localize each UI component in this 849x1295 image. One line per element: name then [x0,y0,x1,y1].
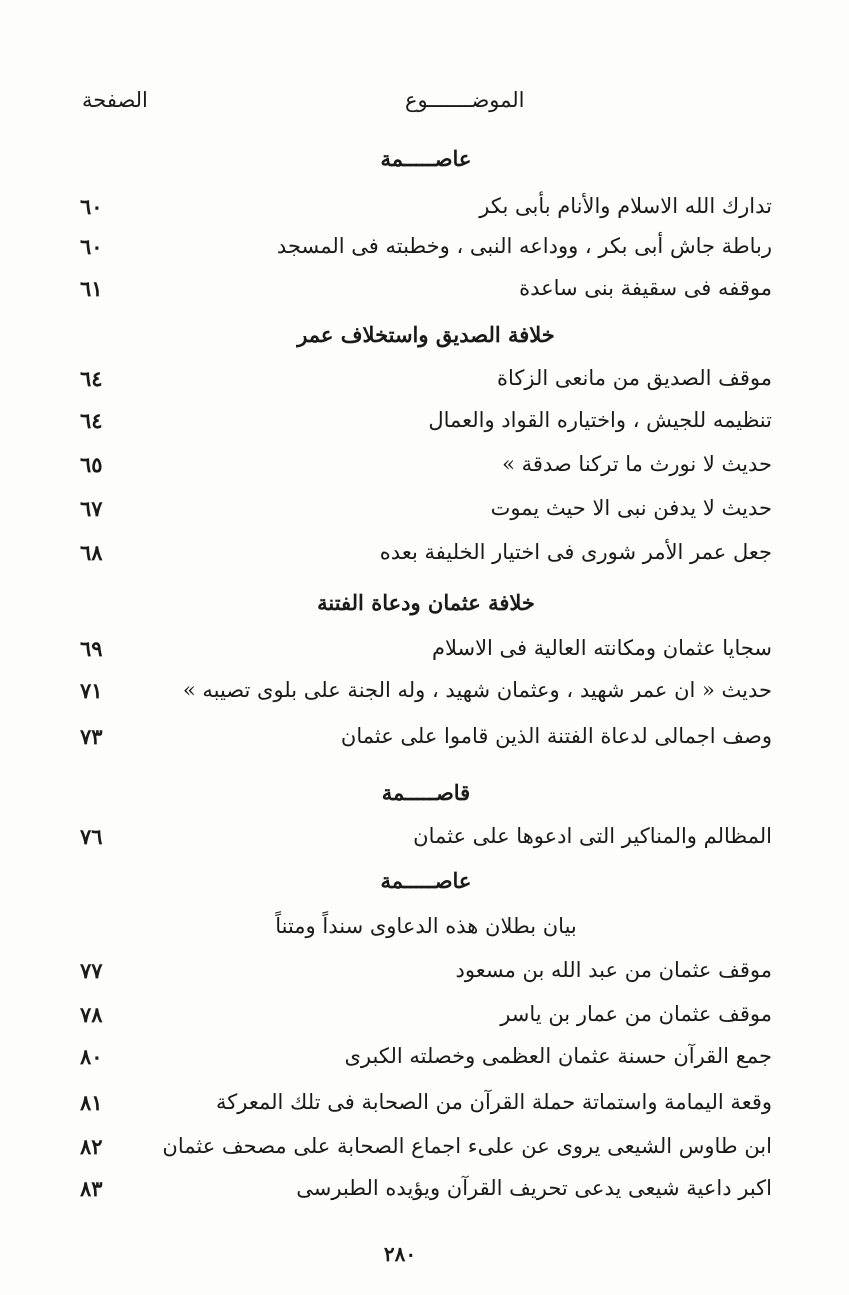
entry-title: موقف عثمان من عمار بن ياسر [500,1002,772,1026]
subject-column-header: الموضـــــــوع [405,88,525,112]
entry-title: ابن طاوس الشيعى يروى عن علىء اجماع الصحابة على مصحف عثمان [162,1134,772,1158]
toc-entry [80,678,772,714]
entry-page-number: ٨٣ [80,1176,103,1201]
entry-title: حديث لا نورث ما تركنا صدقة » [502,452,772,476]
entry-title: وصف اجمالى لدعاة الفتنة الذين قاموا على عثمان [340,724,772,748]
entry-title: حديث « ان عمر شهيد ، وعثمان شهيد ، وله الجنة على بلوى تصيبه » [182,678,772,702]
toc-entry [80,366,772,402]
entry-title: المظالم والمناكير التى ادعوها على عثمان [413,824,772,848]
entry-page-number: ٦٠ [80,194,103,219]
entry-page-number: ٨٢ [80,1134,103,1159]
toc-entry [80,1090,772,1126]
section-heading: قاصـــــمة [381,780,471,805]
entry-title: اكبر داعية شيعى يدعى تحريف القرآن ويؤيده الطبرسى [296,1176,772,1200]
entry-title: رباطة جاش أبى بكر ، ووداعه النبى ، وخطبته فى المسجد [276,234,772,258]
toc-entry [80,1002,772,1038]
entry-page-number: ٦١ [80,276,103,301]
toc-entry [80,636,772,672]
entry-page-number: ٦٧ [80,496,103,521]
section-heading: عاصـــــمة [380,146,472,171]
toc-entry [80,824,772,860]
entry-page-number: ٦٤ [80,408,103,433]
toc-entry [80,540,772,576]
toc-entry [80,194,772,230]
entry-title: موقف عثمان من عبد الله بن مسعود [455,958,772,982]
entry-title: جعل عمر الأمر شورى فى اختيار الخليفة بعده [379,540,772,564]
section-heading: خلافة الصديق واستخلاف عمر [297,322,555,347]
entry-page-number: ٦٥ [80,452,103,477]
page-column-header: الصفحة [82,88,148,112]
toc-entry [80,496,772,532]
entry-page-number: ٦٤ [80,366,103,391]
entry-title: جمع القرآن حسنة عثمان العظمى وخصلته الكبرى [344,1044,772,1068]
entry-page-number: ٦٠ [80,234,103,259]
entry-title: موقفه فى سقيفة بنى ساعدة [519,276,772,300]
toc-entry [80,276,772,312]
entry-title: موقف الصديق من مانعى الزكاة [497,366,772,390]
entry-page-number: ٧٧ [80,958,103,983]
entry-page-number: ٦٩ [80,636,103,661]
entry-title: حديث لا يدفن نبى الا حيث يموت [490,496,772,520]
toc-entry [80,452,772,488]
toc-entry [80,1176,772,1212]
entry-title: تدارك الله الاسلام والأنام بأبى بكر [479,194,772,218]
entry-page-number: ٧٨ [80,1002,103,1027]
subsection-heading: بيان بطلان هذه الدعاوى سنداً ومتناً [275,914,577,938]
toc-entry [80,958,772,994]
section-heading: عاصـــــمة [380,868,472,893]
section-heading: خلافة عثمان ودعاة الفتنة [317,590,535,615]
toc-entry [80,234,772,270]
toc-entry [80,1134,772,1170]
entry-title: تنظيمه للجيش ، واختياره القواد والعمال [428,408,772,432]
toc-entry [80,724,772,760]
entry-page-number: ٦٨ [80,540,103,565]
page-number: ٢٨٠ [383,1242,417,1266]
toc-entry [80,408,772,444]
entry-title: سجايا عثمان ومكانته العالية فى الاسلام [431,636,772,660]
entry-title: وقعة اليمامة واستماتة حملة القرآن من الصحابة فى تلك المعركة [216,1090,772,1114]
entry-page-number: ٧٦ [80,824,103,849]
entry-page-number: ٨١ [80,1090,103,1115]
entry-page-number: ٧١ [80,678,103,703]
toc-entry [80,1044,772,1080]
entry-page-number: ٧٣ [80,724,103,749]
entry-page-number: ٨٠ [80,1044,103,1069]
